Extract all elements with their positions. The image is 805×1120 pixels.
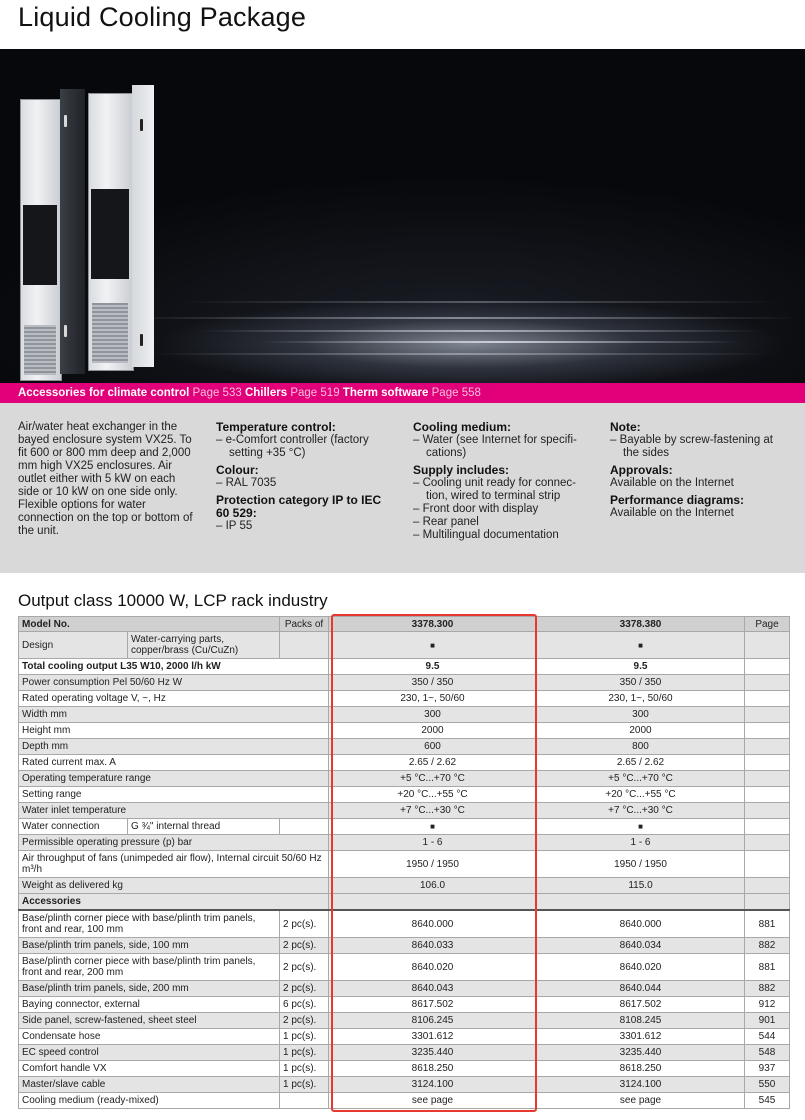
- table-section-accessories: [19, 894, 790, 911]
- row-value-col2: 1950 / 1950: [537, 851, 745, 878]
- row-value-col1: 106.0: [329, 878, 537, 894]
- empty-cell: [745, 803, 790, 819]
- accessory-model-col2: 3301.612: [537, 1029, 745, 1045]
- row-value-col1: 300: [329, 707, 537, 723]
- row-value-col2: +7 °C...+30 °C: [537, 803, 745, 819]
- supply-item: – Multilingual documentation: [413, 529, 559, 541]
- accessory-model-col2: 8640.020: [537, 954, 745, 981]
- accessory-model-col2: 8640.034: [537, 938, 745, 954]
- supply-item: – Front door with display: [413, 503, 539, 515]
- accessory-packs: 1 pc(s).: [280, 1077, 329, 1093]
- accessory-packs: 2 pc(s).: [280, 981, 329, 997]
- accessory-label: Base/plinth corner piece with base/plinth trim panels, front and rear, 100 mm: [19, 910, 280, 938]
- row-label: Rated operating voltage V, ~, Hz: [19, 691, 329, 707]
- accessory-label: Comfort handle VX: [19, 1061, 280, 1077]
- row-value-col1: 600: [329, 739, 537, 755]
- row-value-col1: 9.5: [329, 659, 537, 675]
- accessory-packs: 2 pc(s).: [280, 938, 329, 954]
- spec-column-1: [216, 421, 396, 533]
- row-label: Setting range: [19, 787, 329, 803]
- accessory-row: [19, 954, 790, 981]
- empty-cell: [745, 771, 790, 787]
- accessory-model-col1: see page: [329, 1093, 537, 1109]
- accessory-model-col1: 8106.245: [329, 1013, 537, 1029]
- empty-cell: [745, 675, 790, 691]
- colour-heading: Colour:: [216, 463, 259, 477]
- row-label: Height mm: [19, 723, 329, 739]
- table-row-airflow: [19, 851, 790, 878]
- empty-cell: [280, 632, 329, 659]
- note-item: – Bayable by screw-fastening at the sides: [610, 434, 774, 459]
- row-value-col2: 2.65 / 2.62: [537, 755, 745, 771]
- accessory-model-col2: 8640.000: [537, 910, 745, 938]
- accessory-page: 882: [745, 981, 790, 997]
- row-label: Operating temperature range: [19, 771, 329, 787]
- empty-cell: [745, 894, 790, 911]
- table-row: [19, 707, 790, 723]
- accessory-label: Master/slave cable: [19, 1077, 280, 1093]
- accessory-label: Cooling medium (ready-mixed): [19, 1093, 280, 1109]
- xref-link-accessories[interactable]: Accessories for climate control: [18, 387, 190, 399]
- accessory-model-col2: see page: [537, 1093, 745, 1109]
- row-sub-label: G ¾" internal thread: [128, 819, 280, 835]
- empty-cell: [745, 755, 790, 771]
- row-value-col1: 230, 1~, 50/60: [329, 691, 537, 707]
- accessory-label: Condensate hose: [19, 1029, 280, 1045]
- accessory-row: [19, 1045, 790, 1061]
- row-value-col1: 1950 / 1950: [329, 851, 537, 878]
- accessory-model-col1: 8640.043: [329, 981, 537, 997]
- row-value-col1: +20 °C...+55 °C: [329, 787, 537, 803]
- cooling-medium-item: – Water (see Internet for specifi-cations): [413, 434, 577, 459]
- empty-cell: [329, 894, 537, 911]
- table-row: [19, 803, 790, 819]
- accessory-row: [19, 1029, 790, 1045]
- empty-cell: [745, 835, 790, 851]
- table-row: [19, 675, 790, 691]
- accessory-model-col2: 8618.250: [537, 1061, 745, 1077]
- row-value-col1: 1 - 6: [329, 835, 537, 851]
- accessory-row: [19, 1093, 790, 1109]
- header-model: Model No.: [19, 617, 280, 632]
- empty-cell: [745, 723, 790, 739]
- supply-item: – Cooling unit ready for connec-tion, wired to terminal strip: [413, 477, 577, 502]
- accessory-page: 548: [745, 1045, 790, 1061]
- row-value-col1: 2.65 / 2.62: [329, 755, 537, 771]
- accessory-page: 901: [745, 1013, 790, 1029]
- row-label: Weight as delivered kg: [19, 878, 329, 894]
- page-title: Liquid Cooling Package: [18, 2, 307, 32]
- header-packs: Packs of: [280, 617, 329, 632]
- table-title: Output class 10000 W, LCP rack industry: [18, 591, 328, 610]
- xref-link-chillers[interactable]: Chillers: [244, 387, 288, 399]
- row-value-col2: 350 / 350: [537, 675, 745, 691]
- accessory-model-col1: 3235.440: [329, 1045, 537, 1061]
- row-label: Water connection: [19, 819, 128, 835]
- colour-item: – RAL 7035: [216, 477, 277, 489]
- accessory-row: [19, 1077, 790, 1093]
- accessory-row: [19, 938, 790, 954]
- row-label: Power consumption Pel 50/60 Hz W: [19, 675, 329, 691]
- row-label: Permissible operating pressure (p) bar: [19, 835, 329, 851]
- performance-text: Available on the Internet: [610, 507, 734, 519]
- accessory-row: [19, 997, 790, 1013]
- accessory-row: [19, 981, 790, 997]
- accessory-packs: 2 pc(s).: [280, 1013, 329, 1029]
- section-label: Accessories: [19, 894, 329, 911]
- row-value-col2: +5 °C...+70 °C: [537, 771, 745, 787]
- protection-item: – IP 55: [216, 520, 253, 532]
- accessory-model-col1: 8640.000: [329, 910, 537, 938]
- row-value-col2: +20 °C...+55 °C: [537, 787, 745, 803]
- accessory-packs: 6 pc(s).: [280, 997, 329, 1013]
- supply-heading: Supply includes:: [413, 463, 510, 477]
- cooling-medium-heading: Cooling medium:: [413, 420, 511, 434]
- accessory-model-col1: 3301.612: [329, 1029, 537, 1045]
- accessory-label: Base/plinth trim panels, side, 200 mm: [19, 981, 280, 997]
- table-row: [19, 755, 790, 771]
- table-row-design: [19, 632, 790, 659]
- accessory-page: 937: [745, 1061, 790, 1077]
- accessory-page: 912: [745, 997, 790, 1013]
- accessory-packs: 1 pc(s).: [280, 1045, 329, 1061]
- accessory-model-col2: 3235.440: [537, 1045, 745, 1061]
- header-col2: 3378.380: [537, 617, 745, 632]
- accessory-model-col2: 3124.100: [537, 1077, 745, 1093]
- accessory-label: EC speed control: [19, 1045, 280, 1061]
- row-value-col2: 230, 1~, 50/60: [537, 691, 745, 707]
- empty-cell: [745, 787, 790, 803]
- row-label: Water inlet temperature: [19, 803, 329, 819]
- row-value-col2: 300: [537, 707, 745, 723]
- table-row: [19, 787, 790, 803]
- cabinet-left: [20, 85, 85, 383]
- xref-page-chillers: Page 519: [290, 387, 340, 399]
- spec-column-2: [413, 421, 589, 542]
- row-value-col2: ■: [537, 819, 745, 835]
- approvals-text: Available on the Internet: [610, 477, 734, 489]
- row-value-col2: 2000: [537, 723, 745, 739]
- table-row: [19, 771, 790, 787]
- accessory-model-col1: 8617.502: [329, 997, 537, 1013]
- table-row: [19, 691, 790, 707]
- temp-control-heading: Temperature control:: [216, 420, 336, 434]
- design-label: Design: [19, 632, 128, 659]
- row-value-col2: 1 - 6: [537, 835, 745, 851]
- table-row: [19, 739, 790, 755]
- spec-table: [18, 616, 790, 1109]
- table-row-weight: [19, 878, 790, 894]
- product-photo: [0, 49, 805, 383]
- design-v1: ■: [329, 632, 537, 659]
- accessory-model-col2: 8108.245: [537, 1013, 745, 1029]
- row-value-col1: 350 / 350: [329, 675, 537, 691]
- approvals-heading: Approvals:: [610, 463, 673, 477]
- temp-control-item: – e-Comfort controller (factory setting +35 °C): [216, 434, 369, 459]
- row-value-col2: 800: [537, 739, 745, 755]
- empty-cell: [745, 691, 790, 707]
- table-row-pressure: [19, 835, 790, 851]
- table-row: [19, 723, 790, 739]
- xref-page-accessories: Page 533: [192, 387, 242, 399]
- spec-column-3: [610, 421, 790, 520]
- cabinet-right: [88, 79, 154, 369]
- accessory-model-col1: 8640.033: [329, 938, 537, 954]
- table-row-water-connection: [19, 819, 790, 835]
- row-label: Rated current max. A: [19, 755, 329, 771]
- row-label: Depth mm: [19, 739, 329, 755]
- row-value-col2: 9.5: [537, 659, 745, 675]
- accessory-page: 881: [745, 954, 790, 981]
- xref-page-therm: Page 558: [431, 387, 481, 399]
- accessory-page: 550: [745, 1077, 790, 1093]
- table-row: [19, 659, 790, 675]
- accessory-row: [19, 1061, 790, 1077]
- row-label: Width mm: [19, 707, 329, 723]
- accessory-packs: 1 pc(s).: [280, 1029, 329, 1045]
- empty-cell: [745, 878, 790, 894]
- accessory-packs: 2 pc(s).: [280, 910, 329, 938]
- accessory-page: 882: [745, 938, 790, 954]
- design-sub: Water-carrying parts, copper/brass (Cu/CuZn): [128, 632, 280, 659]
- row-value-col1: +7 °C...+30 °C: [329, 803, 537, 819]
- accessory-page: 544: [745, 1029, 790, 1045]
- empty-cell: [745, 851, 790, 878]
- cross-reference-bar: [0, 383, 805, 403]
- xref-link-therm[interactable]: Therm software: [342, 387, 429, 399]
- row-value-col1: 2000: [329, 723, 537, 739]
- row-value-col2: 115.0: [537, 878, 745, 894]
- note-heading: Note:: [610, 420, 641, 434]
- supply-item: – Rear panel: [413, 516, 479, 528]
- row-value-col1: ■: [329, 819, 537, 835]
- row-value-col1: +5 °C...+70 °C: [329, 771, 537, 787]
- empty-cell: [745, 659, 790, 675]
- table-header-row: [19, 617, 790, 632]
- accessory-page: 881: [745, 910, 790, 938]
- accessory-packs: 2 pc(s).: [280, 954, 329, 981]
- row-label: Air throughput of fans (unimpeded air flow), Internal circuit 50/60 Hz m³/h: [19, 851, 329, 878]
- accessory-label: Baying connector, external: [19, 997, 280, 1013]
- accessory-model-col1: 8618.250: [329, 1061, 537, 1077]
- empty-cell: [745, 819, 790, 835]
- accessory-packs: [280, 1093, 329, 1109]
- accessory-row: [19, 1013, 790, 1029]
- header-col1: 3378.300: [329, 617, 537, 632]
- empty-cell: [537, 894, 745, 911]
- performance-heading: Performance diagrams:: [610, 493, 745, 507]
- info-panel: [0, 403, 805, 573]
- accessory-row: [19, 910, 790, 938]
- empty-cell: [745, 632, 790, 659]
- accessory-model-col2: 8617.502: [537, 997, 745, 1013]
- empty-cell: [745, 739, 790, 755]
- accessory-label: Base/plinth trim panels, side, 100 mm: [19, 938, 280, 954]
- row-label: Total cooling output L35 W10, 2000 l/h kW: [19, 659, 329, 675]
- description-column: [18, 421, 198, 538]
- design-v2: ■: [537, 632, 745, 659]
- description-text: Air/water heat exchanger in the bayed enclosure system VX25. To fit 600 or 800 mm deep and 2,000 mm high VX25 enclosures. Air outlet either with 5 kW on each side or 10 kW on one side only. Flexible options for water connection on the top or bottom of the unit.: [18, 421, 193, 537]
- header-page: Page: [745, 617, 790, 632]
- accessory-page: 545: [745, 1093, 790, 1109]
- empty-cell: [280, 819, 329, 835]
- protection-heading: Protection category IP to IEC 60 529:: [216, 493, 382, 520]
- empty-cell: [745, 707, 790, 723]
- accessory-model-col1: 3124.100: [329, 1077, 537, 1093]
- accessory-model-col2: 8640.044: [537, 981, 745, 997]
- accessory-label: Base/plinth corner piece with base/plinth trim panels, front and rear, 200 mm: [19, 954, 280, 981]
- accessory-packs: 1 pc(s).: [280, 1061, 329, 1077]
- accessory-model-col1: 8640.020: [329, 954, 537, 981]
- accessory-label: Side panel, screw-fastened, sheet steel: [19, 1013, 280, 1029]
